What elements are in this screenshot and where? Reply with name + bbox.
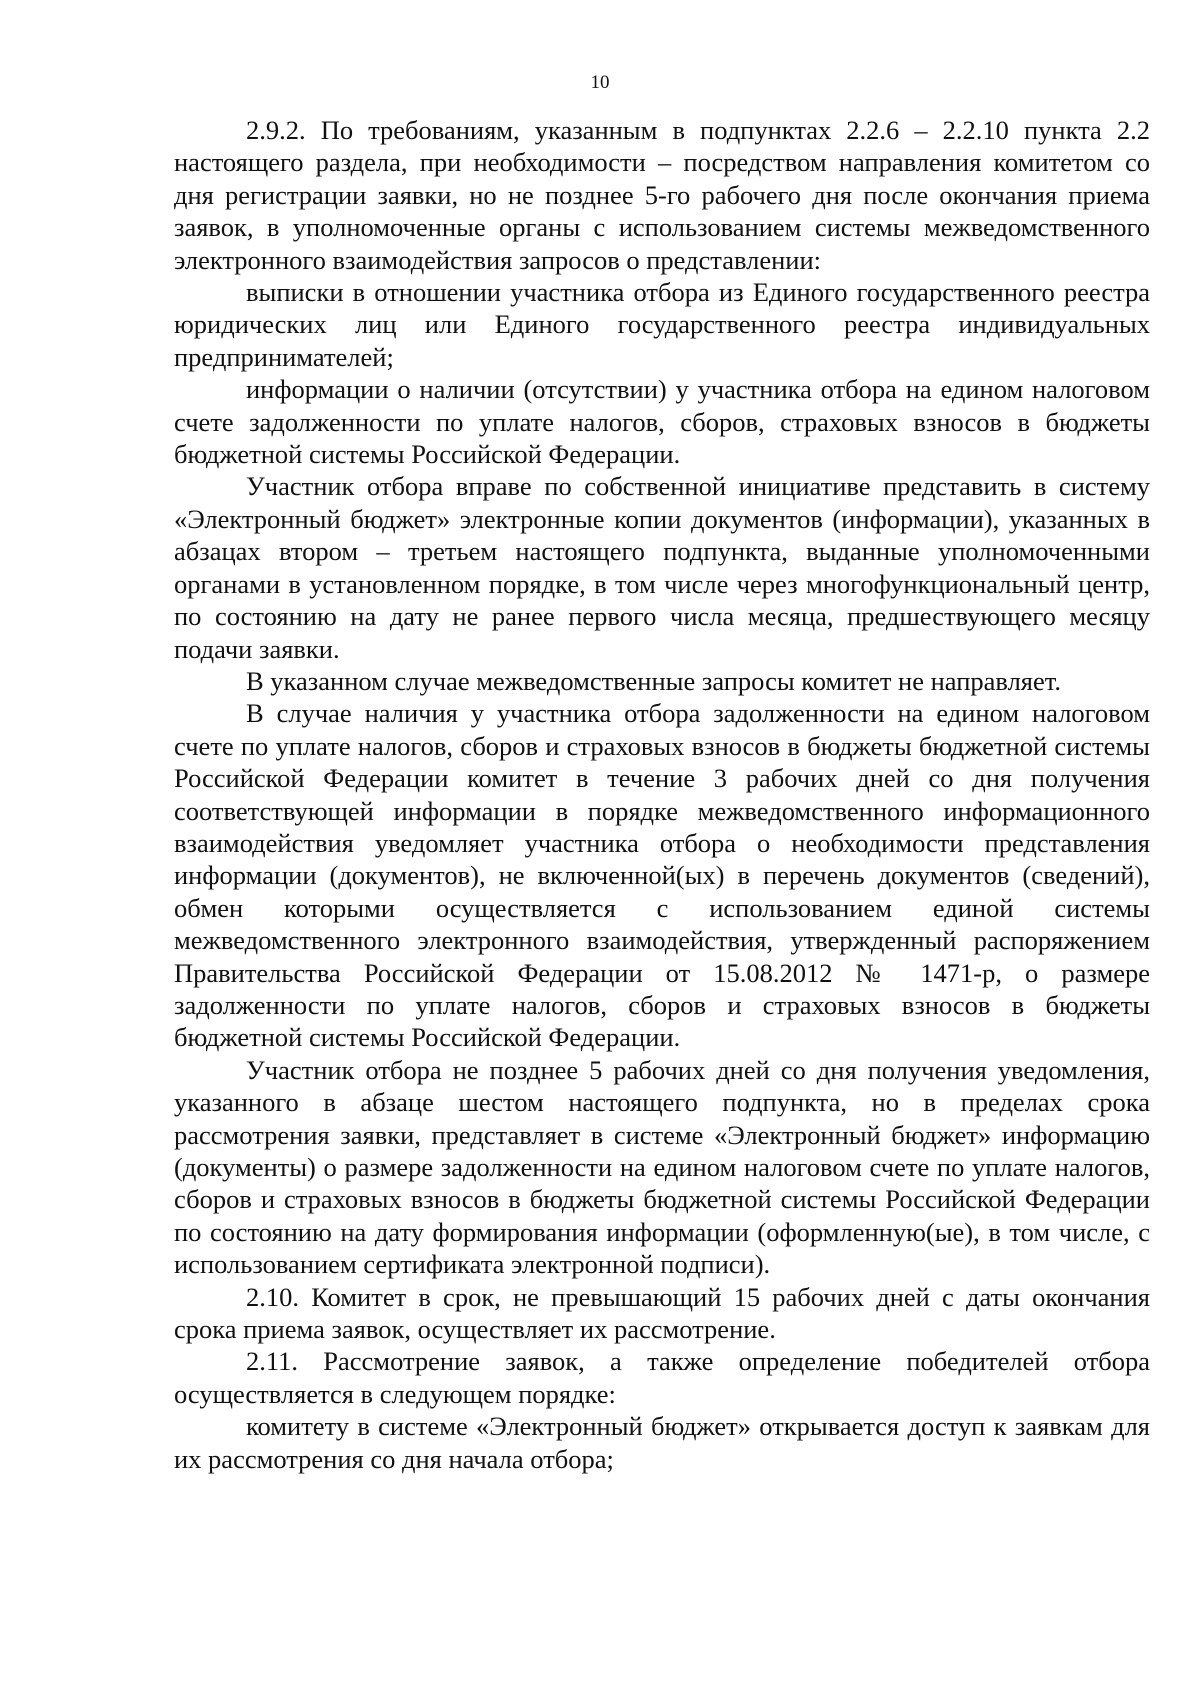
paragraph-tax-debt-info: информации о наличии (отсутствии) у участника отбора на едином налоговом счете задолженности по уплате налогов, сборов, страховых взносов в бюджеты бюджетной системы Российской Федерации. [174,374,1150,470]
paragraph-participant-submission: Участник отбора не позднее 5 рабочих дней со дня получения уведомления, указанного в абзаце шестом настоящего подпункта, но в пределах срока рассмотрения заявки, представляет в системе «Электронный бюджет» информацию (документы) о размере задолженности на едином налоговом счете по уплате налогов, сборов и страховых взносов в бюджеты бюджетной системы Российской Федерации по состоянию на дату формирования информации (оформленную(ые), в том числе, с использованием сертификата электронной подписи). [174,1054,1150,1280]
paragraph-2-11: 2.11. Рассмотрение заявок, а также определение победителей отбора осуществляется в следующем порядке: [174,1346,1150,1409]
paragraph-2-10: 2.10. Комитет в срок, не превышающий 15 рабочих дней с даты окончания срока приема заявок, осуществляет их рассмотрение. [174,1281,1150,1345]
paragraph-access-to-applications: комитету в системе «Электронный бюджет» открывается доступ к заявкам для их рассмотрения со дня начала отбора; [174,1411,1150,1474]
document-body [174,114,1150,1475]
paragraph-participant-right: Участник отбора вправе по собственной инициативе представить в систему «Электронный бюджет» электронные копии документов (информации), указанных в абзацах втором – третьем настоящего подпункта, выданные уполномоченными органами в установленном порядке, в том числе через многофункциональный центр, по состоянию на дату не ранее первого числа месяца, предшествующего месяцу подачи заявки. [174,471,1150,664]
page-number: 10 [590,72,610,93]
paragraph-2-9-2: 2.9.2. По требованиям, указанным в подпунктах 2.2.6 – 2.2.10 пункта 2.2 настоящего раздела, при необходимости – посредством направления комитетом со дня регистрации заявки, но не позднее 5-го рабочего дня после окончания приема заявок, в уполномоченные органы с использованием системы межведомственного электронного взаимодействия запросов о представлении: [174,115,1150,275]
paragraph-debt-notification: В случае наличия у участника отбора задолженности на едином налоговом счете по уплате налогов, сборов и страховых взносов в бюджеты бюджетной системы Российской Федерации комитет в течение 3 рабочих дней со дня получения соответствующей информации в порядке межведомственного информационного взаимодействия уведомляет участника отбора о необходимости представления информации (документов), не включенной(ых) в перечень документов (сведений), обмен которыми осуществляется с использованием единой системы межведомственного электронного взаимодействия, утвержденный распоряжением Правительства Российской Федерации от 15.08.2012 № 1471-р, о размере задолженности по уплате налогов, сборов и страховых взносов в бюджеты бюджетной системы Российской Федерации. [174,698,1150,1053]
paragraph-extract-registry: выписки в отношении участника отбора из Единого государственного реестра юридических лиц или Единого государственного реестра индивидуальных предпринимателей; [174,277,1150,372]
paragraph-no-requests: В указанном случае межведомственные запросы комитет не направляет. [246,665,1061,696]
